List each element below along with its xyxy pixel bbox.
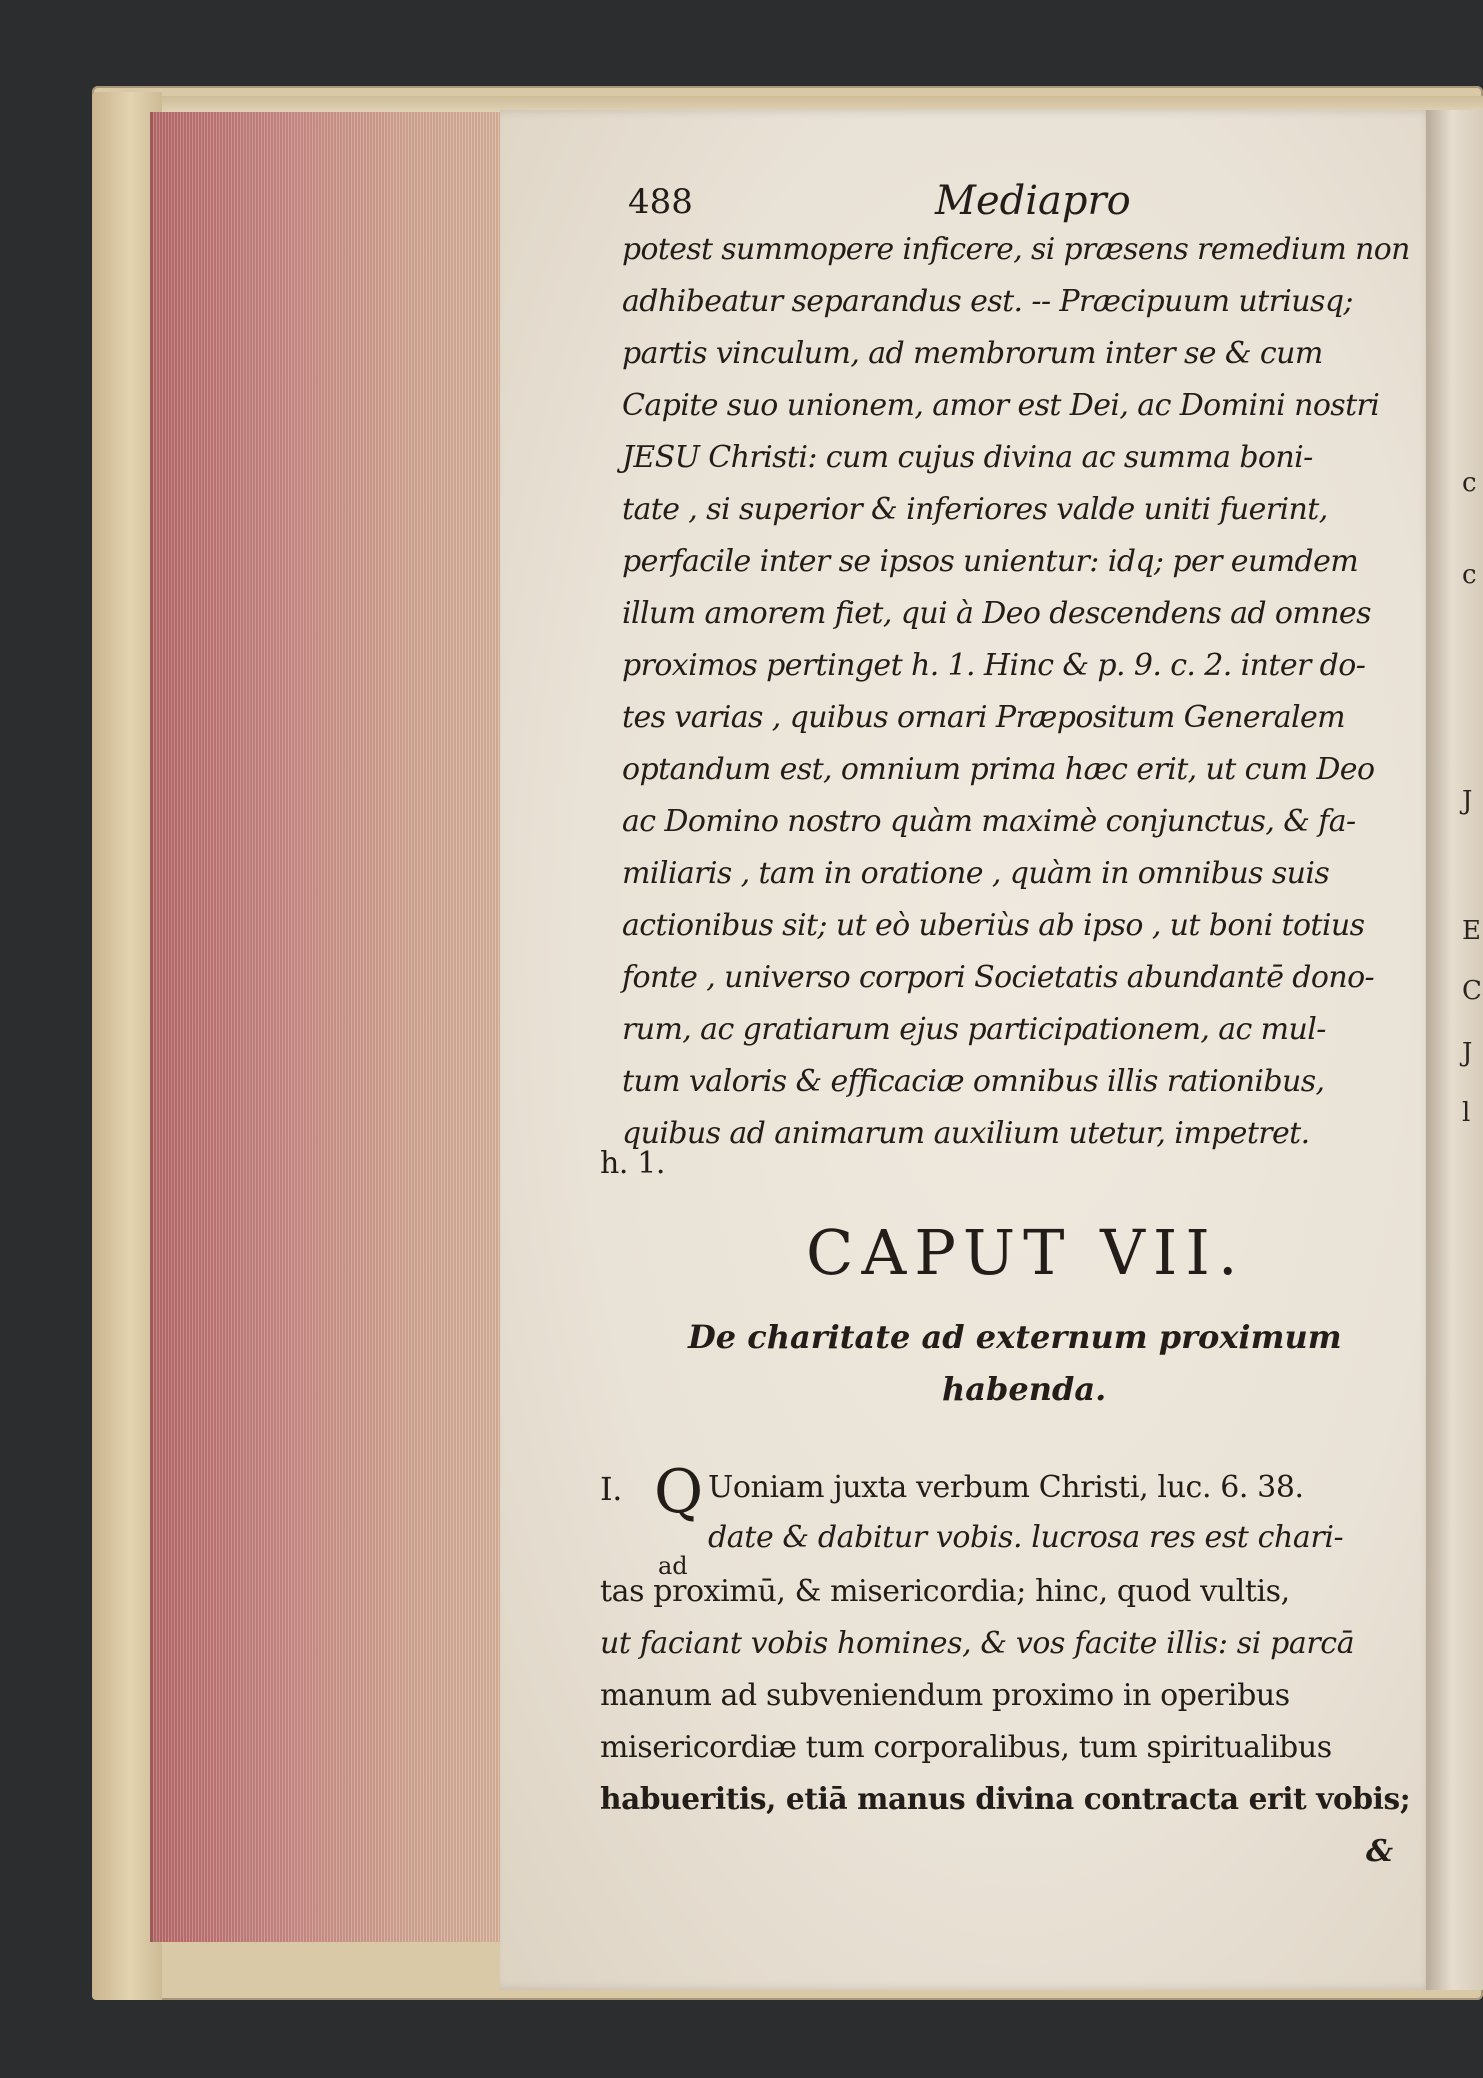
facing-page-glyph: c [1462,468,1477,498]
text-line: tas proximū, & misericordia; hinc, quod vultis, [600,1574,1290,1609]
text-line: illum amorem fiet, qui à Deo descendens ad omnes [622,596,1371,631]
facing-page-glyph: l [1462,1098,1471,1128]
drop-capital: Q [654,1457,704,1527]
text-line: partis vinculum, ad membrorum inter se & cum [622,336,1323,371]
facing-page-gutter [1426,110,1483,1990]
text-line: optandum est, omnium prima hæc erit, ut cum Deo [622,752,1375,787]
text-line: habueritis, etiā manus divina contracta erit vobis; [600,1782,1411,1817]
text-line: actionibus sit; ut eò uberiùs ab ipso , ut boni totius [622,908,1365,943]
text-line: tate , si superior & inferiores valde uniti fuerint, [622,492,1328,527]
text-line: tum valoris & efficaciæ omnibus illis rationibus, [622,1064,1325,1099]
facing-page-glyph: C [1462,976,1482,1006]
chapter-heading: CAPUT VII. [806,1216,1246,1289]
section-number: I. [600,1470,623,1508]
facing-page-glyph: c [1462,560,1477,590]
running-head: Mediapro [935,178,1131,224]
text-line: manum ad subveniendum proximo in operibus [600,1678,1290,1713]
text-line: fonte , universo corpori Societatis abundantē dono- [622,960,1375,995]
text-line: ac Domino nostro quàm maximè conjunctus, & fa- [622,804,1356,839]
red-page-edges [150,112,513,1942]
facing-page-glyph: J [1462,1038,1473,1068]
text-line: misericordiæ tum corporalibus, tum spiritualibus [600,1730,1332,1765]
text-line: h. 1. [600,1146,666,1181]
chapter-subtitle: habenda. [942,1370,1107,1408]
text-line: quibus ad animarum auxilium utetur, impetret. [622,1116,1310,1151]
text-line: miliaris , tam in oratione , quàm in omnibus suis [622,856,1330,891]
facing-page-glyph: E [1462,916,1481,946]
text-line: potest summopere inficere, si præsens remedium non [622,232,1410,267]
chapter-subtitle: De charitate ad externum proximum [688,1318,1342,1356]
text-line: Capite suo unionem, amor est Dei, ac Domini nostri [622,388,1380,423]
text-line: perfacile inter se ipsos unientur: idq; per eumdem [622,544,1359,579]
text-line: adhibeatur separandus est. -- Præcipuum utriusq; [622,284,1353,319]
text-line: ut faciant vobis homines, & vos facite illis: si parcā [600,1626,1355,1661]
text-line: Uoniam juxta verbum Christi, luc. 6. 38. [708,1470,1304,1505]
text-line: proximos pertinget h. 1. Hinc & p. 9. c. 2. inter do- [622,648,1366,683]
text-line: rum, ac gratiarum ejus participationem, ac mul- [622,1012,1326,1047]
facing-page-glyph: J [1462,786,1473,816]
text-line: date & dabitur vobis. lucrosa res est chari- [708,1520,1344,1555]
interlinear-ad: ad [658,1552,688,1580]
page-number: 488 [628,182,693,222]
catchword: & [1366,1834,1393,1869]
text-line: JESU Christi: cum cujus divina ac summa boni- [622,440,1313,475]
text-line: tes varias , quibus ornari Præpositum Generalem [622,700,1346,735]
